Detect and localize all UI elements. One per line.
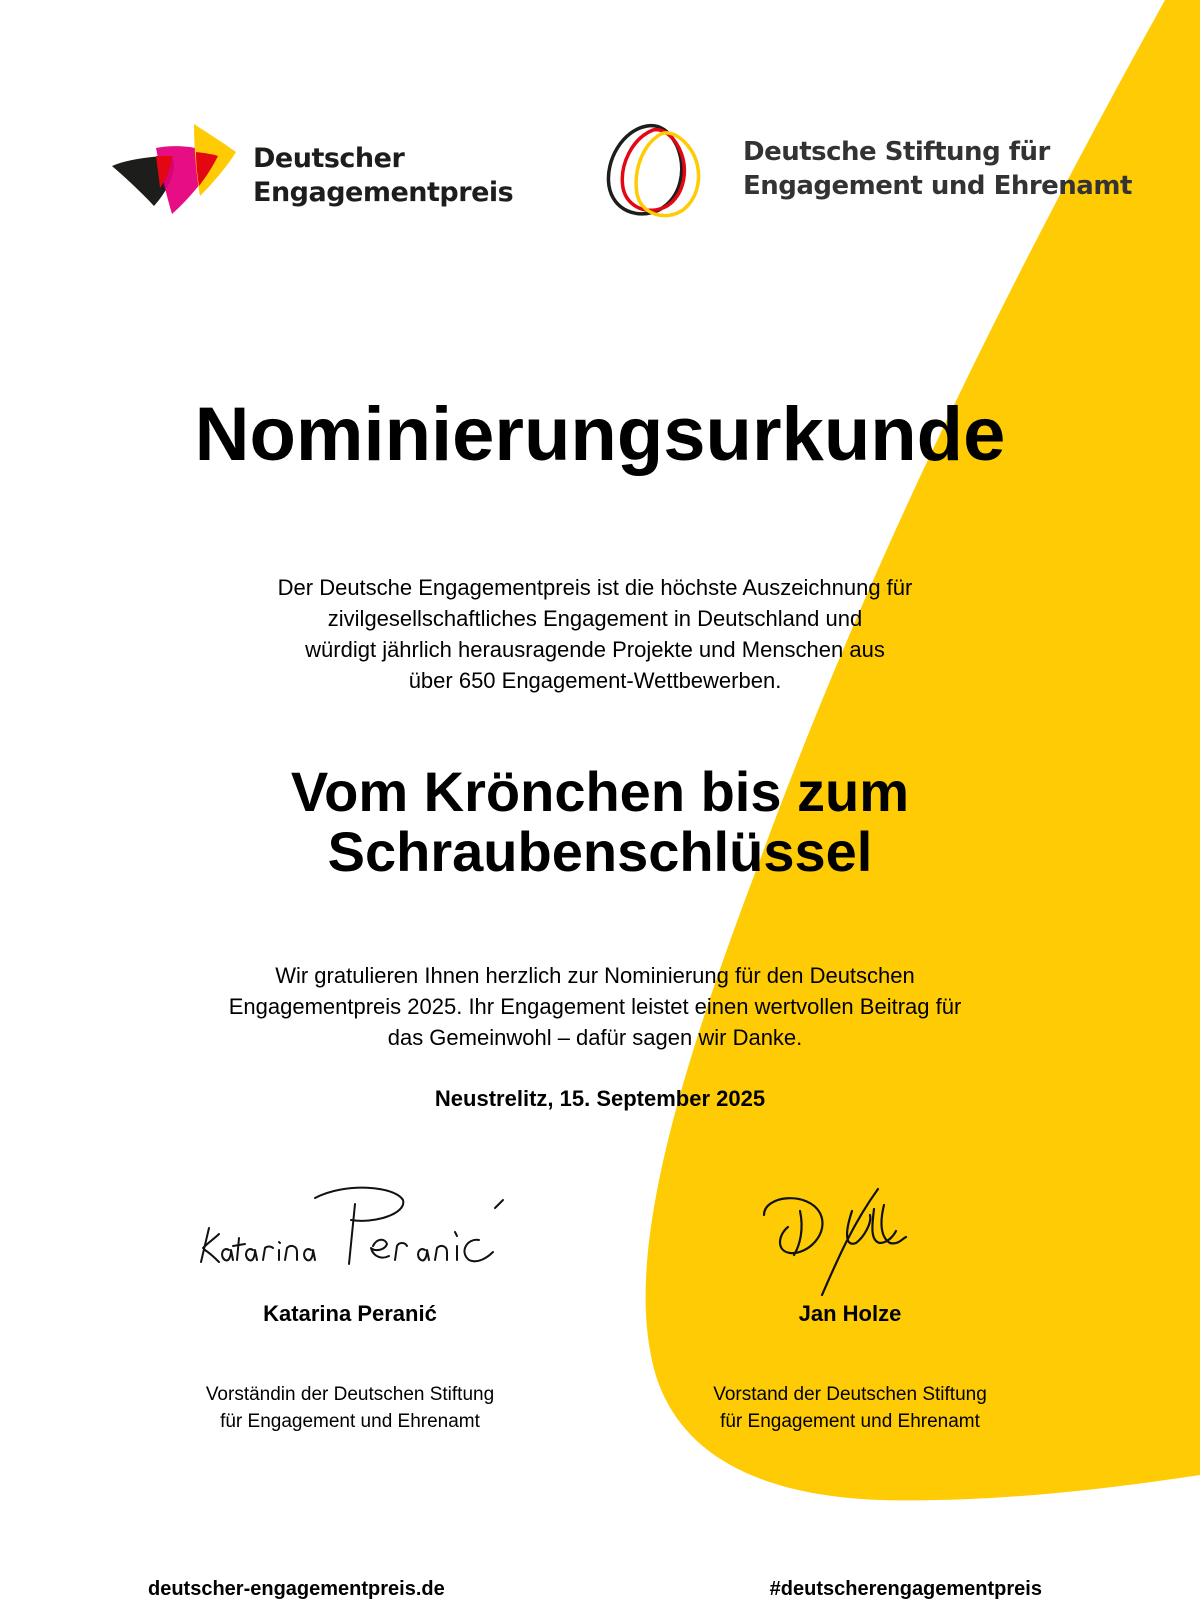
loops-logo-icon bbox=[603, 120, 713, 230]
signature-peranic bbox=[195, 1180, 515, 1290]
signature-holze bbox=[760, 1185, 920, 1305]
hashtag-text: #deutscherengagementpreis bbox=[769, 1578, 1042, 1600]
signatory-name-right: Jan Holze bbox=[798, 1301, 902, 1326]
intro-paragraph bbox=[150, 572, 1040, 696]
intro-line: würdigt jährlich herausragende Projekte und Menschen aus bbox=[305, 637, 885, 662]
signatory-name-left: Katarina Peranić bbox=[263, 1301, 437, 1326]
wordmark-line-1: Deutscher bbox=[253, 143, 405, 174]
role-line: Vorstand der Deutschen Stiftung bbox=[713, 1384, 987, 1405]
congratulation-line: das Gemeinwohl – dafür sagen wir Danke. bbox=[387, 1025, 803, 1050]
engagementpreis-wordmark bbox=[253, 142, 513, 210]
signatory-role-right bbox=[650, 1381, 1050, 1435]
stiftung-line-2: Engagement und Ehrenamt bbox=[743, 171, 1132, 201]
triangles-logo-icon bbox=[110, 122, 245, 222]
congratulation-line: Engagementpreis 2025. Ihr Engagement leistet einen wertvollen Beitrag für bbox=[228, 994, 962, 1019]
engagementpreis-logo bbox=[110, 122, 514, 222]
congratulation-line: Wir gratulieren Ihnen herzlich zur Nominierung für den Deutschen bbox=[275, 963, 915, 988]
role-line: für Engagement und Ehrenamt bbox=[720, 1411, 980, 1432]
place-and-date: Neustrelitz, 15. September 2025 bbox=[434, 1086, 766, 1111]
project-name-line: Vom Krönchen bis zum bbox=[290, 760, 910, 823]
certificate-title: Nominierungsurkunde bbox=[194, 392, 1006, 477]
stiftung-line-1: Deutsche Stiftung für bbox=[743, 137, 1050, 167]
signatory-role-left bbox=[150, 1381, 550, 1435]
intro-line: über 650 Engagement-Wettbewerben. bbox=[408, 668, 782, 693]
stiftung-logo bbox=[603, 120, 1132, 230]
intro-line: Der Deutsche Engagementpreis ist die höchste Auszeichnung für bbox=[277, 575, 913, 600]
stiftung-wordmark bbox=[743, 135, 1132, 203]
intro-line: zivilgesellschaftliches Engagement in Deutschland und bbox=[327, 606, 863, 631]
role-line: für Engagement und Ehrenamt bbox=[220, 1411, 480, 1432]
role-line: Vorständin der Deutschen Stiftung bbox=[205, 1384, 495, 1405]
project-name-line: Schraubenschlüssel bbox=[327, 820, 873, 883]
project-name bbox=[0, 762, 1200, 882]
congratulation-paragraph bbox=[150, 960, 1040, 1053]
website-link[interactable]: deutscher-engagementpreis.de bbox=[148, 1578, 445, 1600]
wordmark-line-2: Engagementpreis bbox=[253, 177, 514, 208]
